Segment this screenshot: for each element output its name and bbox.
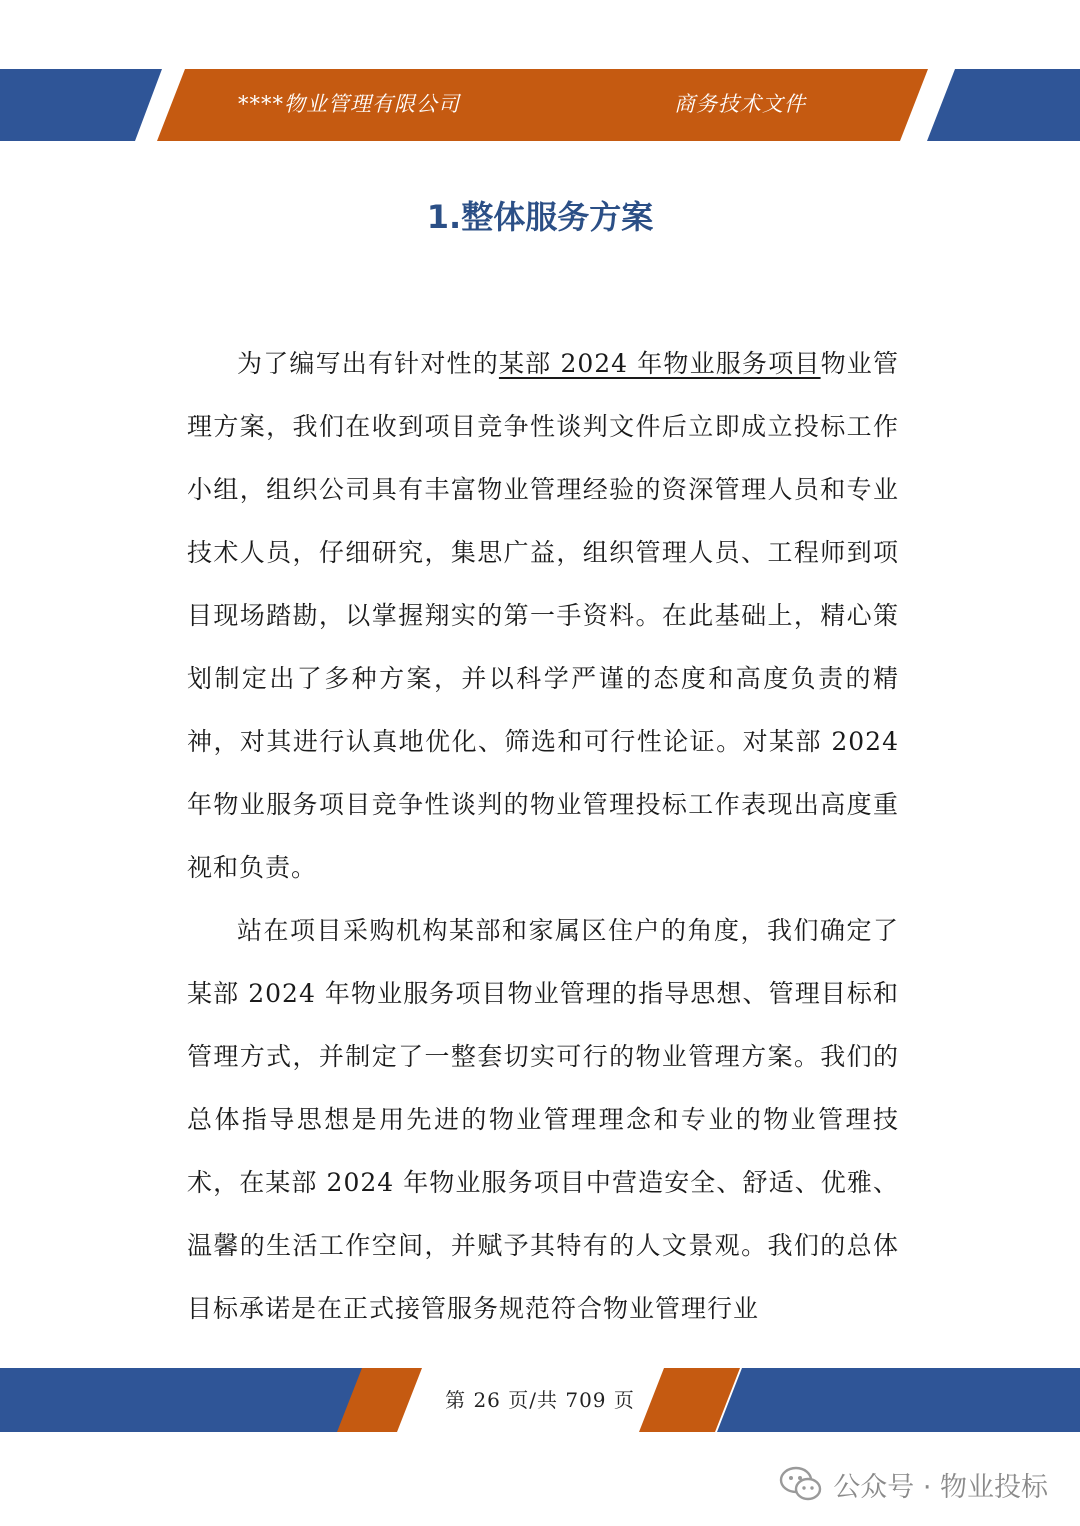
paragraph-1-rest: 物业管理方案，我们在收到项目竞争性谈判文件后立即成立投标工作小组，组织公司具有丰富物业管理经验的资深管理人员和专业技术人员，仔细研究，集思广益，组织管理人员、工程师到项目现场踏勘，以掌握翔实的第一手资料。在此基础上，精心策划制定出了多种方案，并以科学严谨的态度和高度负责的精神，对其进行认真地优化、筛选和可行性论证。对某部 2024 年物业服务项目竞争性谈判的物业管理投标工作表现出高度重视和负责。 bbox=[187, 349, 899, 882]
header-band bbox=[0, 0, 1080, 160]
section-title: 1.整体服务方案 bbox=[426, 198, 654, 236]
header-document-type: 商务技术文件 bbox=[674, 92, 806, 116]
header-decoration bbox=[0, 0, 1080, 160]
watermark-text: 公众号 · 物业投标 bbox=[833, 1471, 1048, 1503]
header-left-blue-block bbox=[0, 69, 162, 141]
paragraph-2: 站在项目采购机构某部和家属区住户的角度，我们确定了某部 2024 年物业服务项目物业管理的指导思想、管理目标和管理方式，并制定了一整套切实可行的物业管理方案。我们的总体指导思想是用先进的物业管理理念和专业的物业管理技术，在某部 2024 年物业服务项目中营造安全、舒适、优雅、温馨的生活工作空间，并赋予其特有的人文景观。我们的总体目标承诺是在正式接管服务规范符合物业管理行业 bbox=[187, 916, 899, 1323]
body-content bbox=[187, 332, 899, 1340]
header-right-blue-block bbox=[927, 69, 1080, 141]
wechat-icon bbox=[779, 1465, 823, 1503]
page-number: 第 26 页/共 709 页 bbox=[445, 1388, 635, 1412]
watermark bbox=[779, 1462, 1048, 1506]
paragraph-1 bbox=[187, 332, 899, 899]
project-name-underlined: 某部 2024 年物业服务项目 bbox=[498, 349, 821, 378]
paragraph-1-lead: 为了编写出有针对性的 bbox=[237, 349, 499, 378]
header-company-name: ****物业管理有限公司 bbox=[238, 92, 460, 116]
